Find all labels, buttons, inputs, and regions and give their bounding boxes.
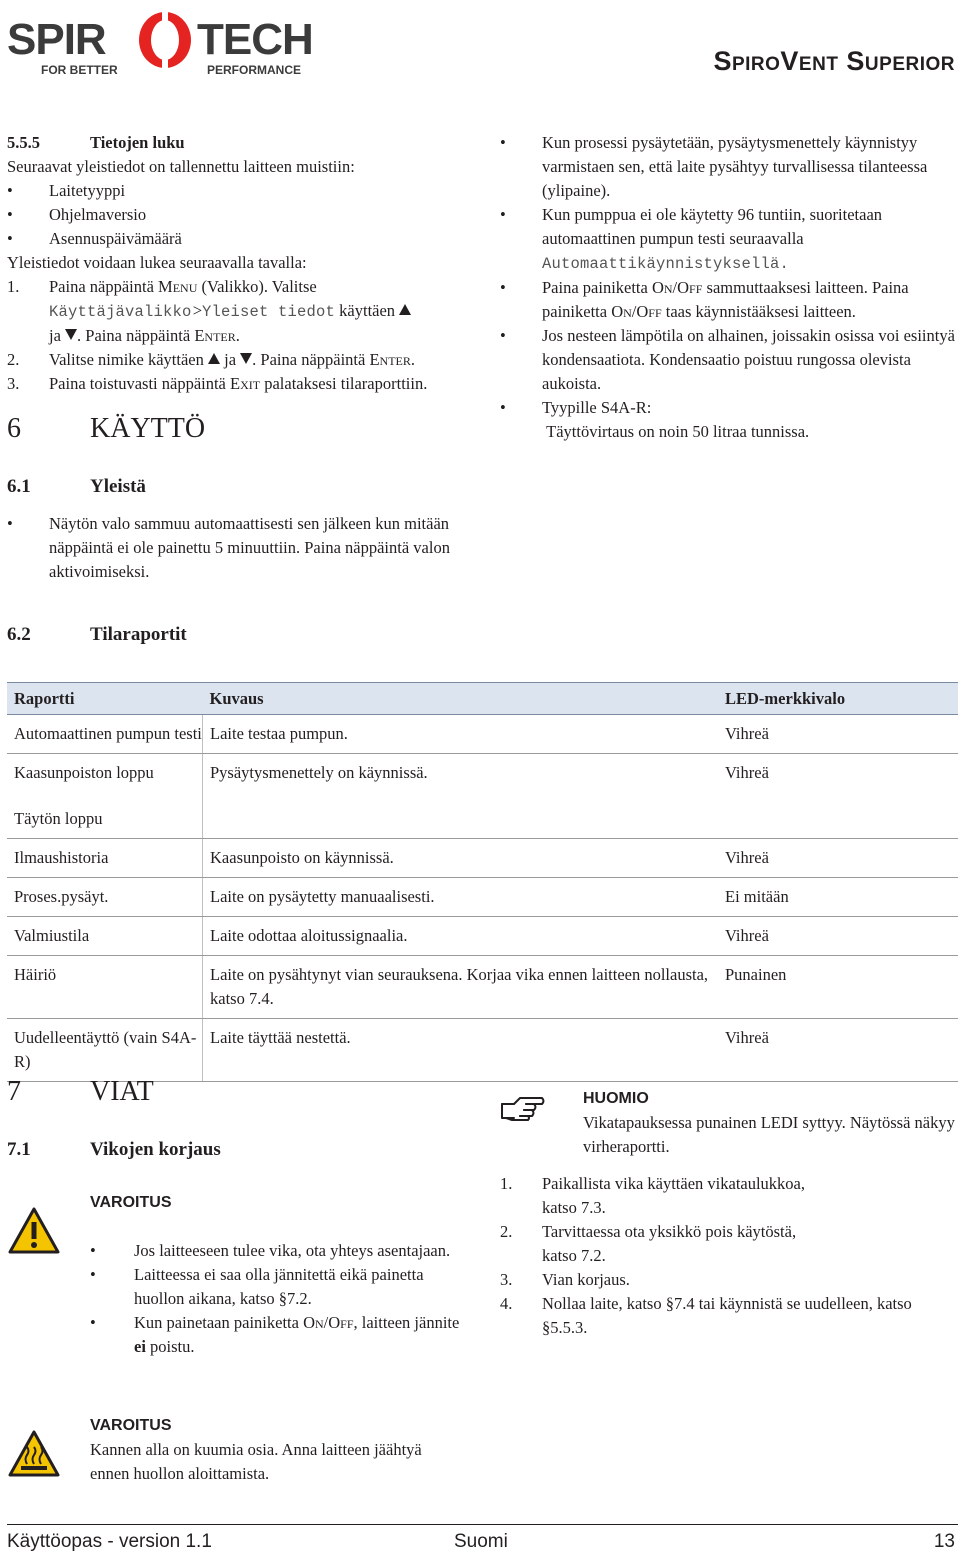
table-row: Proses.pysäyt. Laite on pysäytetty manuaalisesti. Ei mitään xyxy=(7,878,958,917)
warning-title: VAROITUS xyxy=(90,1194,172,1211)
list-item: • Asennuspäivämäärä xyxy=(7,229,182,248)
warning-block-2 xyxy=(90,1414,465,1486)
column-header: LED-merkkivalo xyxy=(718,683,958,715)
operation-notes xyxy=(500,131,958,444)
pointing-hand-icon xyxy=(498,1094,546,1124)
section-title: Yleistä xyxy=(90,476,146,497)
list-item: • Tyypille S4A-R: Täyttövirtaus on noin 50 litraa tunnissa. xyxy=(500,398,810,441)
chapter-title: VIAT xyxy=(90,1076,154,1107)
footer-language: Suomi xyxy=(454,1531,508,1552)
step-3: 3. Paina toistuvasti näppäintä Exit palataksesi tilaraporttiin. xyxy=(7,374,428,393)
svg-text:FOR BETTER: FOR BETTER xyxy=(41,63,118,77)
svg-text:SPIR: SPIR xyxy=(7,15,106,64)
chapter-title: KÄYTTÖ xyxy=(90,413,206,444)
list-item: • Laitteessa ei saa olla jännitettä eikä painetta huollon aikana, katso §7.2. xyxy=(90,1265,424,1308)
arrow-down-icon xyxy=(65,329,77,340)
chapter-6-heading xyxy=(7,413,205,445)
svg-text:PERFORMANCE: PERFORMANCE xyxy=(207,63,302,77)
list-item: • Kun painetaan painiketta On/Off, laitteen jännite ei poistu. xyxy=(90,1313,460,1356)
step-2: 2. Valitse nimike käyttäen ja . Paina näppäintä Enter. xyxy=(7,350,416,369)
table-row: Täytön loppu xyxy=(7,800,958,839)
arrow-up-icon xyxy=(208,353,220,364)
chapter-number: 6 xyxy=(7,413,21,444)
section-title: Tilaraportit xyxy=(90,624,187,645)
warning-text: Kannen alla on kuumia osia. Anna laitteen jäähtyä ennen huollon aloittamista. xyxy=(90,1440,422,1483)
repair-steps xyxy=(500,1172,958,1340)
table-row: Automaattinen pumpun testi Laite testaa pumpun. Vihreä xyxy=(7,715,958,754)
section-6-2-heading xyxy=(7,624,187,646)
note-title: HUOMIO xyxy=(583,1090,649,1107)
warning-triangle-icon xyxy=(8,1207,60,1255)
list-item: 2. Tarvittaessa ota yksikkö pois käytöstä, katso 7.2. xyxy=(500,1222,797,1265)
step-1: 1. Paina näppäintä Menu (Valikko). Valitse Käyttäjävalikko >Yleiset tiedot käyttäen ja . Paina näppäintä Enter. xyxy=(7,275,477,348)
list-item: • Kun prosessi pysäytetään, pysäytysmenettely käynnistyy varmistaen sen, että laite pysähtyy turvallisessa tilanteessa (ylipaine). xyxy=(500,133,928,200)
arrow-up-icon xyxy=(399,304,411,315)
note-text: Vikatapauksessa punainen LEDI syttyy. Näytössä näkyy virheraportti. xyxy=(583,1113,955,1156)
chapter-7-heading xyxy=(7,1076,154,1108)
chapter-number: 7 xyxy=(7,1076,21,1107)
list-item: • Ohjelmaversio xyxy=(7,205,147,224)
list-item: • Jos laitteeseen tulee vika, ota yhteys asentajaan. xyxy=(90,1241,451,1260)
section-number: 6.2 xyxy=(7,624,31,645)
list-item: • Näytön valo sammuu automaattisesti sen jälkeen kun mitään näppäintä ei ole painettu 5 minuuttiin. Paina näppäintä valon aktivoimiseksi. xyxy=(7,514,450,581)
list-item: • Laitetyyppi xyxy=(7,181,126,200)
column-header: Raportti xyxy=(7,683,203,715)
list-item: • Kun pumppua ei ole käytetty 96 tuntiin, suoritetaan automaattinen pumpun testi seuraavalla Automaattikäynnistyksellä. xyxy=(500,205,883,273)
section-6-1-heading xyxy=(7,476,146,498)
svg-text:TECH: TECH xyxy=(197,15,313,64)
footer-doc-title: Käyttöopas - version 1.1 xyxy=(7,1531,212,1552)
footer-divider xyxy=(7,1524,958,1525)
section-number: 5.5.5 xyxy=(7,133,40,152)
list-item: • Paina painiketta On/Off sammuttaaksesi laitteen. Paina painiketta On/Off taas käynnistääksesi laitteen. xyxy=(500,278,909,321)
section-title: Tietojen luku xyxy=(90,133,185,152)
intro-text: Seuraavat yleistiedot on tallennettu laitteen muistiin: xyxy=(7,157,355,176)
product-name: SpiroVent Superior xyxy=(713,46,955,76)
section-number: 6.1 xyxy=(7,476,31,497)
list-item: 3. Vian korjaus. xyxy=(500,1270,630,1289)
section-title: Vikojen korjaus xyxy=(90,1139,221,1160)
section-7-1-heading xyxy=(7,1139,221,1161)
warning-title: VAROITUS xyxy=(90,1417,172,1434)
table-header-row xyxy=(7,683,958,715)
arrow-down-icon xyxy=(240,353,252,364)
list-item: 1. Paikallista vika käyttäen vikataulukkoa, katso 7.3. xyxy=(500,1174,806,1217)
hot-surface-icon xyxy=(8,1430,60,1478)
warning-block xyxy=(90,1191,470,1359)
section-number: 7.1 xyxy=(7,1139,31,1160)
list-item: 4. Nollaa laite, katso §7.4 tai käynnistä se uudelleen, katso §5.5.3. xyxy=(500,1294,912,1337)
status-report-table xyxy=(7,682,958,1082)
read-how-text: Yleistiedot voidaan lukea seuraavalla tavalla: xyxy=(7,253,307,272)
section-5-5-5 xyxy=(7,131,477,396)
footer-page-number: 13 xyxy=(933,1531,955,1552)
list-item: • Jos nesteen lämpötila on alhainen, joissakin osissa voi esiintyä kondensaatiota. Kondensaatio poistuu rungossa olevista aukoista. xyxy=(500,326,955,393)
table-row: Häiriö Laite on pysähtynyt vian seurauksena. Korjaa vika ennen laitteen nollausta, katso 7.4. Punainen xyxy=(7,956,958,1019)
column-header: Kuvaus xyxy=(203,683,719,715)
table-row: Kaasunpoiston loppu Pysäytysmenettely on käynnissä. Vihreä xyxy=(7,754,958,801)
table-row: Uudelleentäyttö (vain S4A-R) Laite täyttää nestettä. Vihreä xyxy=(7,1019,958,1082)
table-row: Ilmaushistoria Kaasunpoisto on käynnissä. Vihreä xyxy=(7,839,958,878)
spirotech-logo-icon xyxy=(7,4,347,78)
brand-logo xyxy=(7,4,347,78)
note-block xyxy=(583,1087,958,1159)
table-row: Valmiustila Laite odottaa aloitussignaalia. Vihreä xyxy=(7,917,958,956)
